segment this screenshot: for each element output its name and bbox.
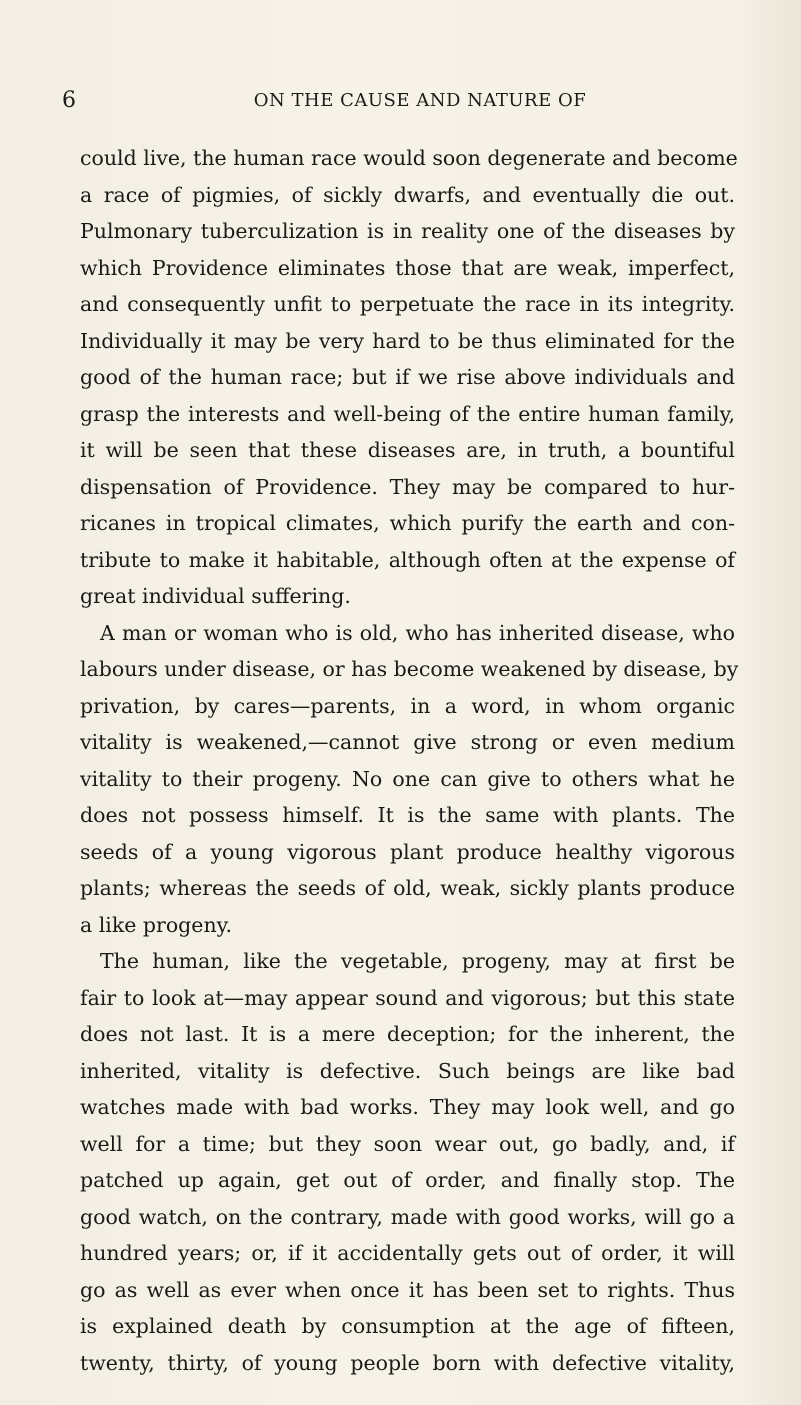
running-head-title: ON THE CAUSE AND NATURE OF bbox=[253, 90, 587, 111]
text-line: hundred years; or, if it accidentally gets out of order, it will bbox=[80, 1241, 735, 1265]
text-line: watches made with bad works. They may look well, and go bbox=[80, 1095, 735, 1119]
text-line: tribute to make it habitable, although often at the expense of bbox=[80, 547, 735, 572]
text-line: a race of pigmies, of sickly dwarfs, and eventually die out. bbox=[80, 182, 735, 207]
text-line: good of the human race; but if we rise above individuals and bbox=[80, 365, 735, 389]
text-line: and consequently unfit to perpetuate the race in its integrity. bbox=[80, 292, 735, 316]
text-line: go as well as ever when once it has been set to rights. Thus bbox=[80, 1277, 735, 1302]
running-head bbox=[62, 86, 742, 116]
text-line: good watch, on the contrary, made with good works, will go a bbox=[80, 1204, 735, 1229]
text-line: Pulmonary tuberculization is in reality one of the diseases by bbox=[80, 219, 735, 243]
text-line: patched up again, get out of order, and finally stop. The bbox=[80, 1168, 735, 1192]
text-line: labours under disease, or has become weakened by disease, by bbox=[80, 657, 739, 681]
text-line: dispensation of Providence. They may be compared to hur- bbox=[80, 474, 735, 499]
text-line: grasp the interests and well-being of the entire human family, bbox=[80, 401, 735, 426]
text-line: fair to look at—may appear sound and vigorous; but this state bbox=[80, 985, 735, 1010]
text-line: well for a time; but they soon wear out, go badly, and, if bbox=[80, 1131, 735, 1156]
text-line: privation, by cares—parents, in a word, in whom organic bbox=[80, 693, 735, 718]
text-line: plants; whereas the seeds of old, weak, sickly plants produce bbox=[80, 876, 735, 900]
page-number: 6 bbox=[62, 88, 76, 113]
paragraph-start-line: The human, like the vegetable, progeny, may at first be bbox=[100, 949, 735, 973]
text-line: it will be seen that these diseases are, in truth, a bountiful bbox=[80, 438, 735, 462]
body-text bbox=[80, 140, 739, 1381]
text-line: does not last. It is a mere deception; for the inherent, the bbox=[80, 1022, 735, 1046]
text-line: inherited, vitality is defective. Such beings are like bad bbox=[80, 1058, 735, 1083]
text-line: which Providence eliminates those that are weak, imperfect, bbox=[80, 255, 735, 280]
text-line: Individually it may be very hard to be thus eliminated for the bbox=[80, 328, 735, 353]
text-line: does not possess himself. It is the same with plants. The bbox=[80, 803, 735, 827]
text-line: seeds of a young vigorous plant produce healthy vigorous bbox=[80, 839, 735, 864]
text-line: a like progeny. bbox=[80, 912, 233, 937]
text-line: vitality to their progeny. No one can give to others what he bbox=[80, 766, 735, 791]
text-line: great individual suffering. bbox=[80, 584, 351, 608]
text-line: vitality is weakened,—cannot give strong or even medium bbox=[80, 730, 735, 754]
paragraph-start-line: A man or woman who is old, who has inherited disease, who bbox=[100, 620, 735, 645]
text-line: is explained death by consumption at the age of fifteen, bbox=[80, 1314, 735, 1338]
text-line: twenty, thirty, of young people born with defective vitality, bbox=[80, 1350, 735, 1375]
text-line: ricanes in tropical climates, which purify the earth and con- bbox=[80, 511, 735, 535]
text-line: could live, the human race would soon degenerate and become bbox=[80, 146, 738, 170]
